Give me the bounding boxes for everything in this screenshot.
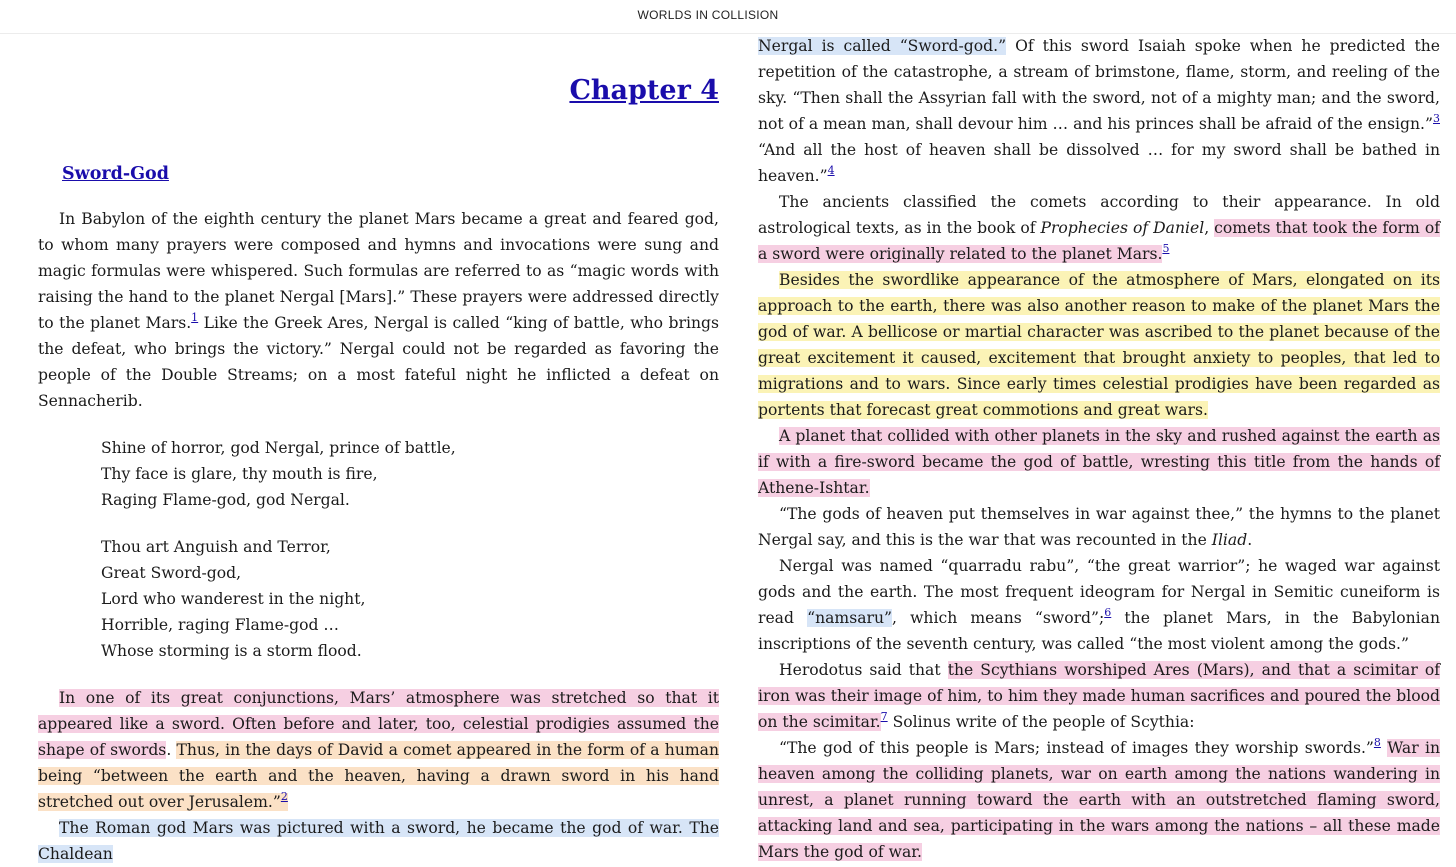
poem-stanza-1 <box>38 435 719 513</box>
text-run: Thus, in the days of David a comet appeared in the form of a human being “between the earth and the heaven, having a drawn sword in his hand stretched out over Jerusalem.” <box>38 741 719 811</box>
highlight-pink[interactable]: the Scythians worshiped Ares (Mars), and that a scimitar of iron was their image of him, to him they made human sacrifices and poured the blood on the scimitar. <box>758 661 1440 731</box>
footnote-link-7[interactable]: 7 <box>880 710 888 723</box>
poem-line: Great Sword-god, <box>101 564 242 582</box>
text-run: In Babylon of the eighth century the planet Mars became a great and feared god, to whom many prayers were composed and hymns and invocations were sung and magic formulas were whispered. Such formulas are referred to as “magic words with raising the hand to the planet Nergal [Mars].” These prayers were addressed directly to the planet Mars. <box>38 210 719 332</box>
text-run: , <box>1204 219 1215 237</box>
highlight-blue[interactable]: The Roman god Mars was pictured with a sword, he became the god of war. The Chaldean <box>38 819 719 863</box>
section-heading <box>38 120 719 198</box>
footnote-link-4[interactable]: 4 <box>827 164 835 177</box>
text-run: Solinus write of the people of Scythia: <box>887 713 1195 731</box>
poem-line: Thou art Anguish and Terror, <box>101 538 331 556</box>
text-run: Of this sword Isaiah spoke when he predicted the repetition of the catastrophe, a stream of brimstone, flame, storm, and reeling of the sky. “Then shall the Assyrian fall with the sword, not of a mighty man; and the sword, not of a mean man, shall devour him … and his princes shall be afraid of the ensign.” <box>758 37 1441 133</box>
footnote-link-5[interactable]: 5 <box>1162 242 1170 255</box>
text-run: . <box>166 741 177 759</box>
text-run: “And all the host of heaven shall be dissolved … for my sword shall be bathed in heaven.” <box>758 141 1440 185</box>
highlight-pink[interactable]: In one of its great conjunctions, Mars’ atmosphere was stretched so that it appeared like a sword. Often before and later, too, celestial prodigies assumed the shape of swords <box>38 689 719 759</box>
footnote-link-1[interactable]: 1 <box>191 311 199 324</box>
footnote-link-3[interactable]: 3 <box>1433 112 1440 125</box>
poem-line: Thy face is glare, thy mouth is fire, <box>101 465 378 483</box>
poem-line: Horrible, raging Flame-god … <box>101 616 339 634</box>
paragraph[interactable] <box>758 501 1440 553</box>
reader-header <box>0 0 1456 34</box>
footnote-link-6[interactable]: 6 <box>1104 606 1112 619</box>
text-run: “The gods of heaven put themselves in war against thee,” the hymns to the planet Nergal say, and this is the war that was recounted in the <box>758 505 1440 549</box>
paragraph[interactable] <box>38 206 719 414</box>
paragraph[interactable] <box>758 553 1440 657</box>
paragraph[interactable] <box>38 815 719 867</box>
footnote-link-2[interactable]: 2 <box>280 790 288 803</box>
text-run: Nergal was named “quarradu rabu”, “the great warrior”; he waged war against gods and the earth. The most frequent ideogram for Nergal in Semitic cuneiform is read <box>758 557 1440 627</box>
footnote-link-8[interactable]: 8 <box>1373 736 1381 749</box>
text-run: , which means “sword”; <box>891 609 1105 627</box>
poem-line: Whose storming is a storm flood. <box>101 642 362 660</box>
poem-line: Lord who wanderest in the night, <box>101 590 366 608</box>
highlight-blue[interactable]: Nergal is called “Sword-god.” <box>758 37 1007 55</box>
section-title-link[interactable]: Sword-God <box>62 164 169 184</box>
highlight-blue[interactable]: “namsaru” <box>807 609 892 627</box>
poem-stanza-2 <box>38 534 719 664</box>
text-run: The ancients classified the comets according to their appearance. In old astrological texts, as in the book of <box>758 193 1440 237</box>
left-page <box>38 33 719 867</box>
paragraph[interactable] <box>758 423 1440 501</box>
chapter-heading <box>38 33 719 120</box>
book-title: WORLDS IN COLLISION <box>637 8 779 22</box>
paragraph[interactable] <box>758 189 1440 267</box>
poem-line: Shine of horror, god Nergal, prince of battle, <box>101 439 456 457</box>
text-run: . <box>1247 531 1253 549</box>
paragraph[interactable] <box>758 735 1440 865</box>
paragraph[interactable] <box>758 33 1440 189</box>
highlight-pink[interactable]: War in heaven among the colliding planets, war on earth among the nations wandering in unrest, a planet running toward the earth with an outstretched flaming sword, attacking land and sea, participating in the wars among the nations – all these made Mars the god of war. <box>758 739 1441 861</box>
highlight-yellow[interactable]: Besides the swordlike appearance of the atmosphere of Mars, elongated on its approach to the earth, there was also another reason to make of the planet Mars the god of war. A bellicose or martial character was ascribed to the planet because of the great excitement it caused, excitement that brought anxiety to peoples, that led to migrations and to wars. Since early times celestial prodigies have been regarded as portents that forecast great commotions and great wars. <box>758 271 1440 419</box>
paragraph[interactable] <box>758 267 1440 423</box>
highlight-pink[interactable]: comets that took the form of a sword were originally related to the planet Mars. <box>758 219 1440 263</box>
book-title-italic: Iliad <box>1211 531 1248 549</box>
text-run: the planet Mars, in the Babylonian inscriptions of the seventh century, was called “the most violent among the gods.” <box>758 609 1441 653</box>
text-run: “The god of this people is Mars; instead of images they worship swords.” <box>779 739 1374 757</box>
paragraph[interactable] <box>38 685 719 815</box>
text-run: Herodotus said that <box>779 661 948 679</box>
text-run: Like the Greek Ares, Nergal is called “king of battle, who brings the defeat, who brings the victory.” Nergal could not be regarded as favoring the people of the Double Streams; on a most fateful night he inflicted a defeat on Sennacherib. <box>38 314 719 410</box>
book-title-italic: Prophecies of Daniel <box>1040 219 1205 237</box>
right-page <box>758 33 1440 865</box>
poem-line: Raging Flame-god, god Nergal. <box>101 491 350 509</box>
highlight-pink[interactable]: A planet that collided with other planets in the sky and rushed against the earth as if with a fire-sword became the god of battle, wresting this title from the hands of Athene-Ishtar. <box>758 427 1440 497</box>
paragraph[interactable] <box>758 657 1440 735</box>
chapter-title-link[interactable]: Chapter 4 <box>569 75 719 106</box>
